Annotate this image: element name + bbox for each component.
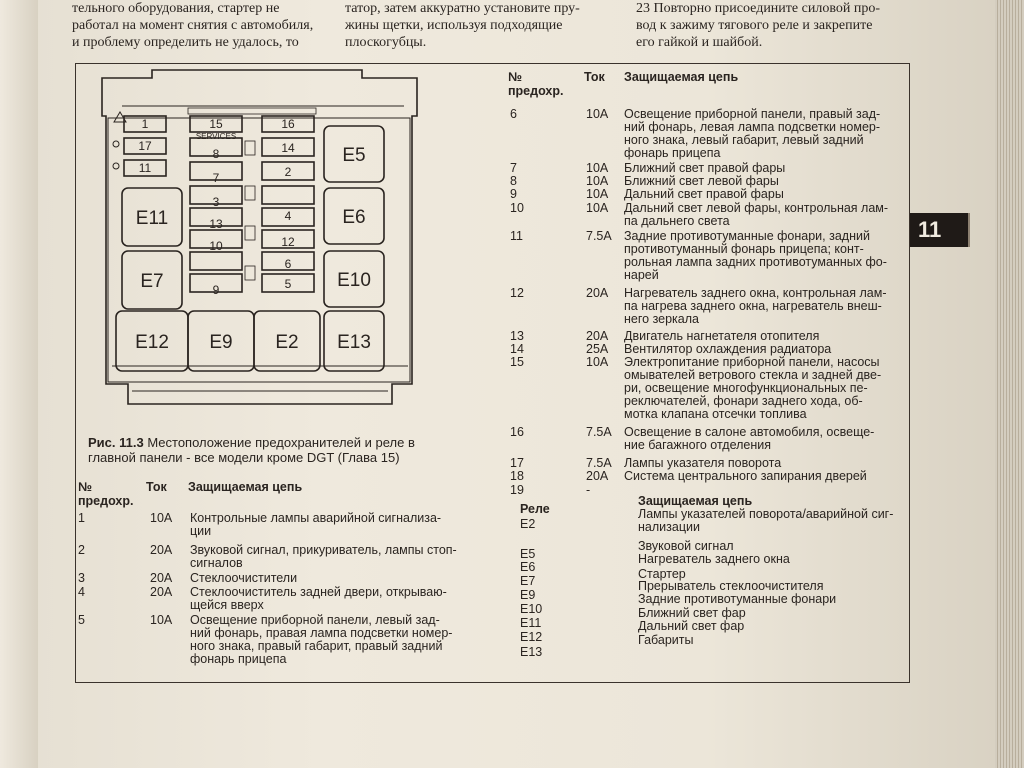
fuse-circuit: Дальний свет левой фары, контрольная лам- па дальнего света — [624, 201, 889, 228]
fuse-circuit: Дальний свет правой фары — [624, 187, 784, 201]
fuse-num: 17 — [510, 456, 524, 470]
fuse-circuit: Ближний свет правой фары — [624, 161, 786, 175]
relay-circuit: Лампы указателей поворота/аварийной сиг- нализации — [638, 507, 894, 534]
relay-E12: E12 — [135, 332, 169, 353]
fuse-current: 7.5A — [586, 456, 612, 470]
relay-E9: E9 — [209, 332, 233, 353]
fuse-circuit: Ближний свет левой фары — [624, 174, 779, 188]
relay-circuit: Ближний свет фар — [638, 606, 746, 620]
fuse-num: 8 — [510, 174, 517, 188]
left-header-cur: Ток — [146, 480, 167, 494]
fuse-current: 7.5A — [586, 425, 612, 439]
fuse-current: 20A — [150, 543, 173, 557]
relay-E6: E6 — [342, 207, 366, 228]
fuse-current: 20A — [586, 469, 609, 483]
fuse-num: 4 — [78, 585, 85, 599]
caption-text: Местоположение предохранителей и реле в главной панели - все модели кроме DGT (Глава 15) — [88, 435, 415, 465]
fuse-circuit: Освещение приборной панели, правый зад- ний фонарь, левая лампа подсветки номер- ного знака, левый габарит, левый задний фонарь прицепа — [624, 107, 881, 160]
relay-code: E6 — [520, 560, 536, 574]
fuse-current: 10A — [586, 107, 609, 121]
fuse-num: 12 — [510, 286, 524, 300]
figure-caption — [88, 435, 468, 465]
fuse-left-0: 1 — [141, 117, 149, 131]
relay-circuit: Габариты — [638, 633, 694, 647]
fuse-current: 10A — [586, 174, 609, 188]
lamp-icon — [113, 141, 119, 147]
fuse-circuit: Освещение приборной панели, левый зад- ний фонарь, правая лампа подсветки номер- ного знака, правый габарит, правый задний фонарь прицепа — [190, 613, 453, 666]
fuse-num: 15 — [510, 355, 524, 369]
fuse-current: 10A — [586, 201, 609, 215]
fuse-right-2: 2 — [284, 165, 292, 179]
relay-E5: E5 — [342, 145, 366, 166]
fuse-num: 1 — [78, 511, 85, 525]
top-text-col3: 23 Повторно присоедините силовой про- вод к зажиму тягового реле и закрепите его гайкой и шайбой. — [636, 1, 880, 50]
right-header-desc: Защищаемая цепь — [624, 70, 739, 84]
right-header-cur: Ток — [584, 70, 605, 84]
fuse-circuit: Система центрального запирания дверей — [624, 469, 867, 483]
fuse-circuit: Нагреватель заднего окна, контрольная лам- па нагрева заднего окна, нагреватель внеш- него зеркала — [624, 286, 887, 326]
relay-code: E10 — [520, 602, 543, 616]
relay-circuit: Звуковой сигнал — [638, 539, 734, 553]
fuse-circuit: Звуковой сигнал, прикуриватель, лампы стоп- сигналов — [190, 543, 457, 570]
relay-circuit: Задние противотуманные фонари — [638, 592, 837, 606]
relay-circuit: Дальний свет фар — [638, 619, 745, 633]
fuse-circuit: Электропитание приборной панели, насосы омывателей ветрового стекла и задней две- ри, освещение многофункциональных пе- реключателей, фонари заднего хода, об- мотка клапана отсечки топлива — [624, 355, 882, 421]
relay-circuit: Стартер — [638, 567, 686, 581]
relay-circuit: Нагреватель заднего окна — [638, 552, 790, 566]
relay-E7: E7 — [140, 271, 164, 292]
fuse-right-4: 12 — [281, 235, 295, 249]
fuse-current: 20A — [586, 286, 609, 300]
fuse-center-0: 15 — [209, 117, 223, 131]
fuse-circuit: Стеклоочиститель задней двери, открываю- щейся вверх — [190, 585, 447, 612]
relay-code: E12 — [520, 630, 543, 644]
fuse-circuit: Освещение в салоне автомобиля, освеще- ние багажного отделения — [624, 425, 875, 452]
top-text-col2: татор, затем аккуратно установите пру- жины щетки, используя подходящие плоскогубцы. — [345, 1, 580, 50]
fuse-circuit: Задние противотуманные фонари, задний противотуманный фонарь прицепа; конт- рольная лампа задних противотуманных фо- нарей — [624, 229, 887, 282]
fuse-circuit: Лампы указателя поворота — [624, 456, 782, 470]
fuse-center-2: 7 — [212, 171, 220, 185]
fuse-right-5: 6 — [284, 257, 292, 271]
right-header-num: № предохр. — [508, 70, 564, 98]
fuse-num: 14 — [510, 342, 524, 356]
page-gutter — [0, 0, 38, 768]
relay-code: E13 — [520, 645, 543, 659]
fuse-current: - — [586, 483, 591, 497]
fuse-circuit: Стеклоочистители — [190, 571, 298, 585]
fuse-current: 10A — [150, 511, 173, 525]
fuse-current: 25A — [586, 342, 609, 356]
fuse-right-0: 16 — [281, 117, 295, 131]
relay-code: E9 — [520, 588, 536, 602]
fuse-right-6: 5 — [284, 277, 292, 291]
turn-signal-icon — [113, 163, 119, 169]
fuse-center-3: 3 — [212, 195, 220, 209]
fuse-num: 6 — [510, 107, 517, 121]
relay-code: E7 — [520, 574, 536, 588]
relay-header-code: Реле — [520, 502, 550, 516]
fuse-num: 9 — [510, 187, 517, 201]
fuse-right-3: 4 — [284, 209, 292, 223]
fuse-current: 10A — [586, 355, 609, 369]
relay-code: E5 — [520, 547, 536, 561]
fuse-circuit: Двигатель нагнетателя отопителя — [624, 329, 820, 343]
fuse-current: 7.5A — [586, 229, 612, 243]
relay-circuit: Прерыватель стеклоочистителя — [638, 579, 824, 593]
fuse-num: 13 — [510, 329, 524, 343]
top-text-col1: тельного оборудования, стартер не работал на момент снятия с автомобиля, и проблему определить не удалось, то — [72, 1, 314, 50]
left-header-num: № предохр. — [78, 480, 134, 508]
fuse-circuit: Контрольные лампы аварийной сигнализа- ции — [190, 511, 442, 538]
fuse-current: 20A — [586, 329, 609, 343]
services-label: SERVICES — [195, 132, 237, 141]
fuse-current: 10A — [586, 161, 609, 175]
fuse-center-1: 8 — [212, 147, 220, 161]
fuse-current: 20A — [150, 585, 173, 599]
fuse-center-4: 13 — [209, 217, 223, 231]
fuse-num: 2 — [78, 543, 85, 557]
caption-label: Рис. 11.3 — [88, 435, 144, 450]
fuse-right-1: 14 — [281, 141, 295, 155]
relay-header-desc: Защищаемая цепь — [638, 494, 753, 508]
fuse-num: 10 — [510, 201, 524, 215]
fuse-current: 10A — [586, 187, 609, 201]
relay-code: E11 — [520, 616, 542, 630]
fuse-circuit: Вентилятор охлаждения радиатора — [624, 342, 832, 356]
fuse-center-6: 9 — [212, 283, 220, 297]
fuse-current: 10A — [150, 613, 173, 627]
relay-E13: E13 — [337, 332, 371, 353]
relay-E11: E11 — [135, 208, 169, 229]
fuse-num: 18 — [510, 469, 524, 483]
relay-E2: E2 — [275, 332, 299, 353]
fusebox-diagram — [92, 66, 428, 418]
fuse-num: 3 — [78, 571, 85, 585]
fuse-num: 7 — [510, 161, 517, 175]
fuse-num: 19 — [510, 483, 524, 497]
fuse-center-5: 10 — [209, 239, 223, 253]
relay-code: E2 — [520, 517, 536, 531]
relay-E10: E10 — [337, 270, 371, 291]
fuse-left-1: 17 — [138, 139, 152, 153]
fuse-num: 5 — [78, 613, 85, 627]
left-header-desc: Защищаемая цепь — [188, 480, 303, 494]
fuse-num: 11 — [510, 229, 523, 243]
chapter-tab: 11 — [910, 213, 968, 247]
fuse-left-2: 11 — [138, 161, 152, 175]
fuse-current: 20A — [150, 571, 173, 585]
fuse-num: 16 — [510, 425, 524, 439]
page-edges — [995, 0, 1024, 768]
